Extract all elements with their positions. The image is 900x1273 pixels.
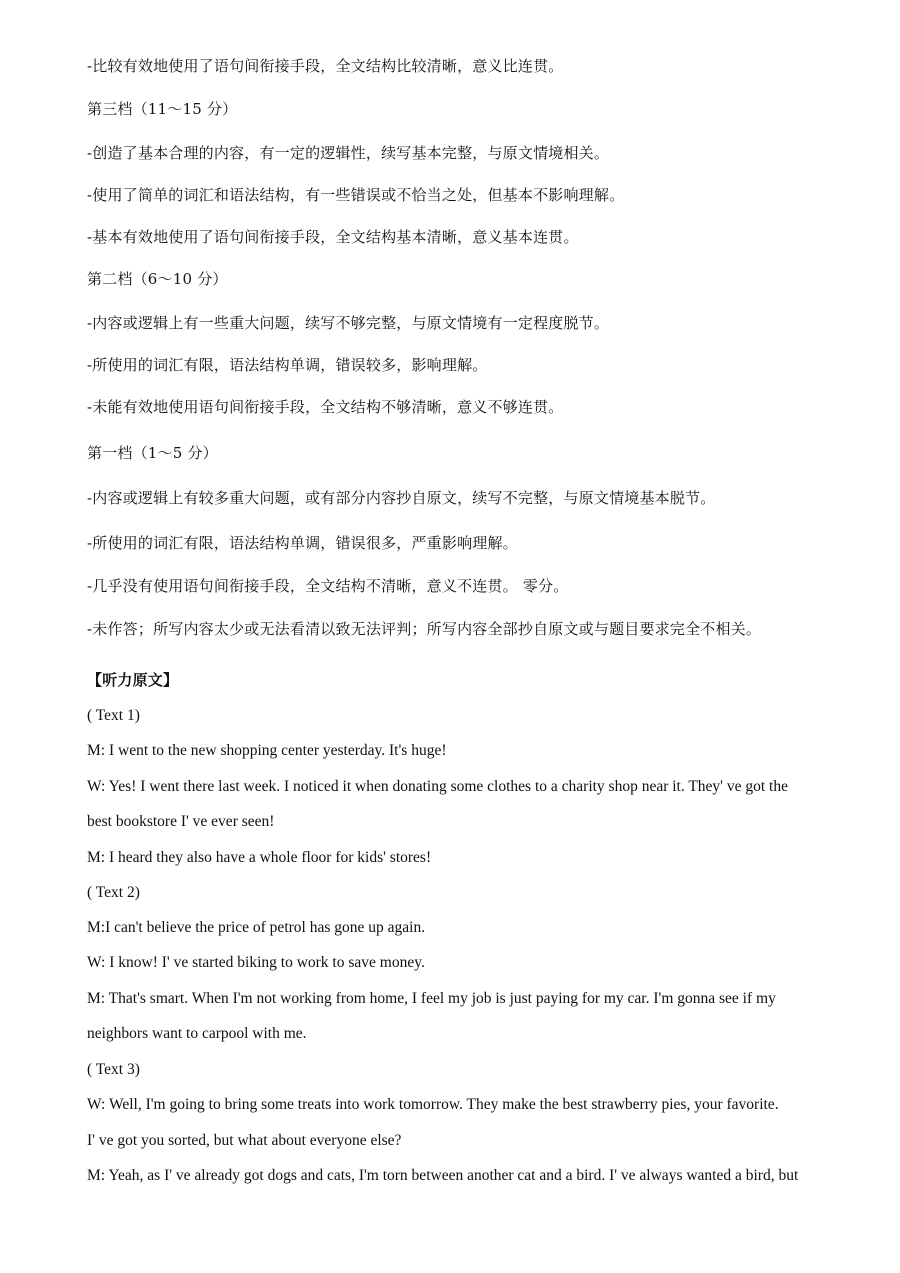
dialogue-line: M:I can't believe the price of petrol has gone up again. — [87, 919, 426, 936]
dialogue-line: M: Yeah, as I' ve already got dogs and cats, I'm torn between another cat and a bird. I' ve always wanted a bird, but — [87, 1167, 799, 1184]
text-label: ( Text 3) — [87, 1061, 140, 1078]
band-title: 第二档（6～10 分） — [87, 270, 228, 288]
scoring-line: -所使用的词汇有限，语法结构单调，错误很多，严重影响理解。 — [87, 534, 518, 552]
band-title: 第三档（11～15 分） — [87, 100, 238, 118]
scoring-line: -所使用的词汇有限，语法结构单调，错误较多，影响理解。 — [87, 356, 488, 374]
scoring-line: -使用了简单的词汇和语法结构，有一些错误或不恰当之处，但基本不影响理解。 — [87, 186, 625, 204]
scoring-line: -内容或逻辑上有一些重大问题，续写不够完整，与原文情境有一定程度脱节。 — [87, 314, 610, 332]
dialogue-line: neighbors want to carpool with me. — [87, 1025, 307, 1042]
dialogue-line: M: I heard they also have a whole floor for kids' stores! — [87, 849, 432, 866]
dialogue-line: W: Yes! I went there last week. I noticed it when donating some clothes to a charity shop near it. They' ve got the — [87, 778, 788, 795]
text-label: ( Text 1) — [87, 707, 140, 724]
scoring-line: -未作答；所写内容太少或无法看清以致无法评判；所写内容全部抄自原文或与题目要求完全不相关。 — [87, 620, 762, 638]
dialogue-line: W: Well, I'm going to bring some treats into work tomorrow. They make the best strawberry pies, your favorite. — [87, 1096, 779, 1113]
dialogue-line: I' ve got you sorted, but what about everyone else? — [87, 1132, 402, 1149]
scoring-line: -基本有效地使用了语句间衔接手段，全文结构基本清晰，意义基本连贯。 — [87, 228, 579, 246]
scoring-line: -几乎没有使用语句间衔接手段，全文结构不清晰，意义不连贯。 零分。 — [87, 577, 569, 595]
dialogue-line: best bookstore I' ve ever seen! — [87, 813, 275, 830]
band-title: 第一档（1～5 分） — [87, 444, 218, 462]
dialogue-line: M: That's smart. When I'm not working from home, I feel my job is just paying for my car. I'm gonna see if my — [87, 990, 776, 1007]
scoring-line: -比较有效地使用了语句间衔接手段，全文结构比较清晰，意义比连贯。 — [87, 57, 564, 75]
scoring-line: -未能有效地使用语句间衔接手段，全文结构不够清晰，意义不够连贯。 — [87, 398, 564, 416]
scoring-line: -内容或逻辑上有较多重大问题，或有部分内容抄自原文，续写不完整，与原文情境基本脱节。 — [87, 489, 716, 507]
text-label: ( Text 2) — [87, 884, 140, 901]
scoring-line: -创造了基本合理的内容，有一定的逻辑性，续写基本完整，与原文情境相关。 — [87, 144, 610, 162]
dialogue-line: W: I know! I' ve started biking to work to save money. — [87, 954, 425, 971]
dialogue-line: M: I went to the new shopping center yesterday. It's huge! — [87, 742, 447, 759]
transcript-heading: 【听力原文】 — [87, 671, 179, 689]
